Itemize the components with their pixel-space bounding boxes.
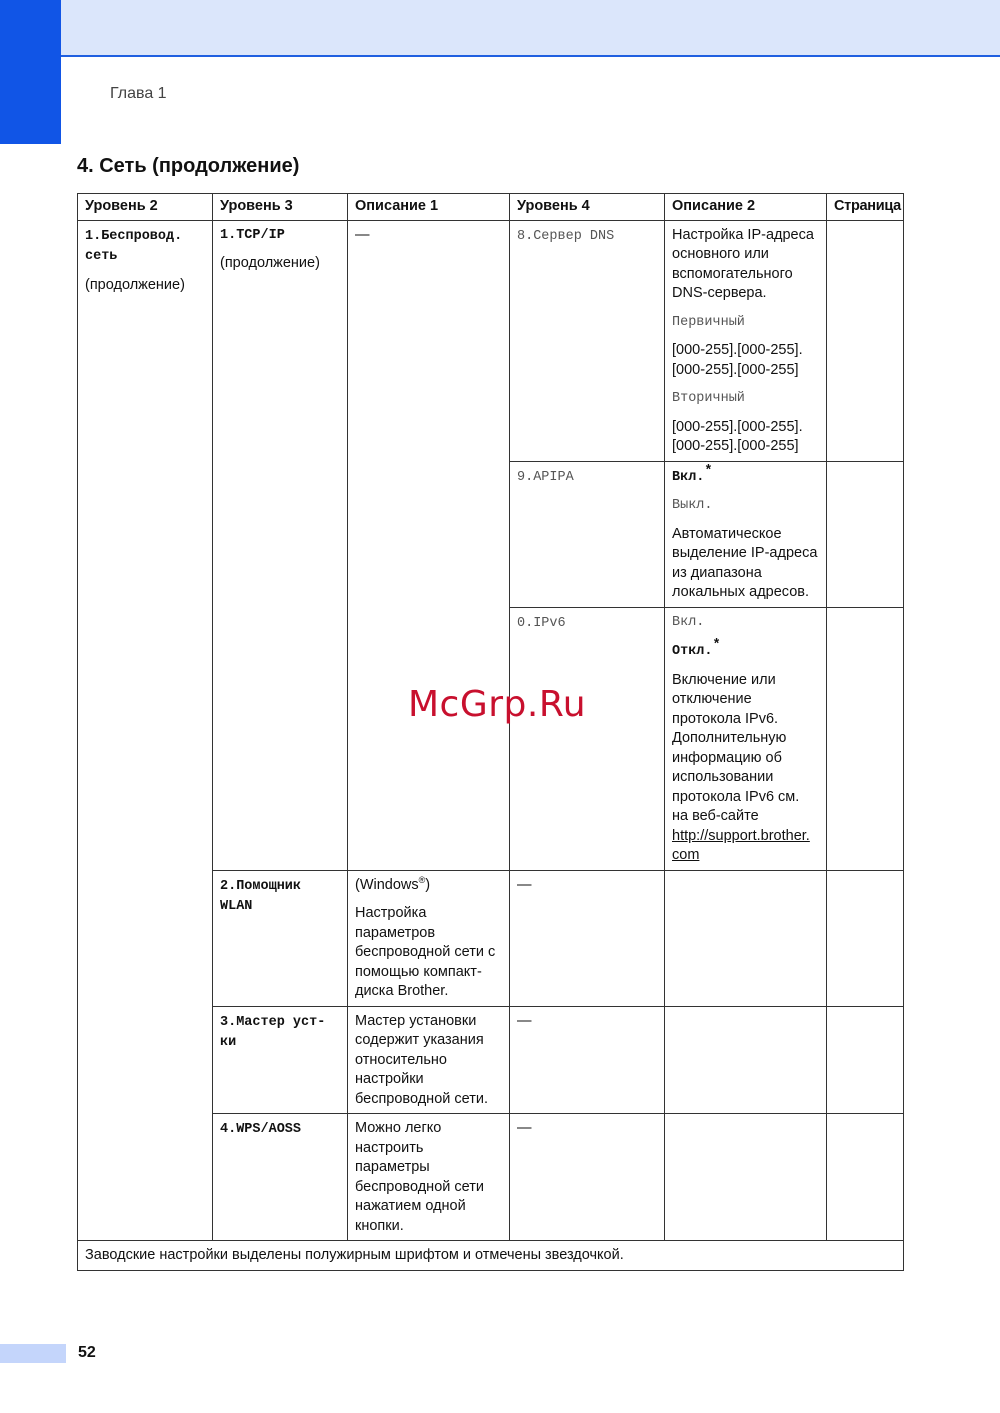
tcpip-note: (продолжение) <box>220 255 320 271</box>
wlan-os-close: ) <box>425 876 431 893</box>
dns-secondary-label: Вторичный <box>672 391 745 406</box>
wlan-code: 2.Помощник <box>220 878 302 894</box>
table-row <box>78 220 904 461</box>
wizard-desc1: Мастер установки содержит указания относительно настройки беспроводной сети. <box>348 1006 510 1114</box>
tcpip-code: 1.TCP/IP <box>220 227 285 243</box>
apipa-desc2 <box>665 461 827 607</box>
header-band <box>0 0 1000 57</box>
header-page: Страница <box>827 194 904 221</box>
wps-code: 4.WPS/AOSS <box>220 1122 302 1137</box>
ipv6-code: 0.IPv6 <box>517 615 566 631</box>
footnote: Заводские настройки выделены полужирным шрифтом и отмечены звездочкой. <box>78 1241 904 1271</box>
wlan-desc2 <box>665 870 827 1006</box>
section-title: 4. Сеть (продолжение) <box>77 155 300 177</box>
dns-primary-range-b: [000-255].[000-255] <box>672 361 799 378</box>
wlan-page <box>827 870 904 1006</box>
apipa-on-default: Вкл. <box>672 469 705 485</box>
level2-code-cont: сеть <box>85 249 118 264</box>
header-level2: Уровень 2 <box>78 194 213 221</box>
page-number: 52 <box>78 1344 96 1361</box>
page-number-band <box>0 1344 66 1363</box>
apipa-level4 <box>510 461 665 607</box>
apipa-off: Выкл. <box>672 498 713 513</box>
dns-primary-label: Первичный <box>672 314 745 330</box>
dns-description: Настройка IP-адреса основного или вспомогательного DNS-сервера. <box>672 226 814 301</box>
wizard-level3 <box>213 1006 348 1114</box>
support-link[interactable]: http://support.brother. <box>672 827 810 844</box>
ipv6-page <box>827 607 904 870</box>
wlan-level4: — <box>510 870 665 1006</box>
ipv6-default-marker: * <box>712 638 721 654</box>
apipa-code: 9.APIPA <box>517 469 574 485</box>
tcpip-desc1: — <box>348 220 510 870</box>
apipa-default-marker: * <box>704 463 713 479</box>
level2-code: 1.Беспровод. <box>85 228 183 244</box>
wlan-desc1 <box>348 870 510 1006</box>
dns-level4 <box>510 220 665 461</box>
ipv6-on: Вкл. <box>672 614 705 630</box>
ipv6-desc2 <box>665 607 827 870</box>
header-description1: Описание 1 <box>348 194 510 221</box>
ipv6-level4 <box>510 607 665 870</box>
support-link-cont[interactable]: com <box>672 847 700 863</box>
registered-mark: ® <box>418 874 426 885</box>
wlan-code-cont: WLAN <box>220 899 253 914</box>
wps-desc2 <box>665 1114 827 1241</box>
wlan-description: Настройка параметров беспроводной сети с помощью компакт-диска Brother. <box>355 905 496 999</box>
wizard-desc2 <box>665 1006 827 1114</box>
wizard-code-cont: ки <box>220 1035 237 1050</box>
wizard-code: 3.Мастер уст- <box>220 1014 326 1030</box>
dns-desc2 <box>665 220 827 461</box>
apipa-description: Автоматическое выделение IP-адреса из диапазона локальных адресов. <box>672 525 818 600</box>
wps-level4: — <box>510 1114 665 1241</box>
settings-table <box>77 193 904 1271</box>
wlan-level3 <box>213 870 348 1006</box>
wlan-os: (Windows <box>355 876 419 893</box>
dns-code: 8.Сервер DNS <box>517 228 615 244</box>
table-header-row <box>78 194 904 221</box>
ipv6-description: Включение или отключение протокола IPv6. Дополнительную информацию об использовании протокола IPv6 см. на веб-сайте <box>672 671 800 824</box>
ipv6-off-default: Откл. <box>672 644 713 659</box>
wps-desc1: Можно легко настроить параметры беспроводной сети нажатием одной кнопки. <box>348 1114 510 1241</box>
watermark: McGrp.Ru <box>408 684 587 725</box>
chapter-label: Глава 1 <box>110 85 167 102</box>
footnote-row <box>78 1241 904 1271</box>
dns-secondary-range-a: [000-255].[000-255]. <box>672 418 803 435</box>
dns-page <box>827 220 904 461</box>
level2-cell <box>78 220 213 1241</box>
header-level3: Уровень 3 <box>213 194 348 221</box>
wps-level3 <box>213 1114 348 1241</box>
tcpip-cell <box>213 220 348 870</box>
wizard-page <box>827 1006 904 1114</box>
wps-page <box>827 1114 904 1241</box>
header-level4: Уровень 4 <box>510 194 665 221</box>
dns-primary-range-a: [000-255].[000-255]. <box>672 342 803 358</box>
chapter-side-tab <box>0 0 61 144</box>
dns-secondary-range-b: [000-255].[000-255] <box>672 438 799 454</box>
level2-note: (продолжение) <box>85 276 185 293</box>
header-description2: Описание 2 <box>665 194 827 221</box>
wizard-level4: — <box>510 1006 665 1114</box>
apipa-page <box>827 461 904 607</box>
